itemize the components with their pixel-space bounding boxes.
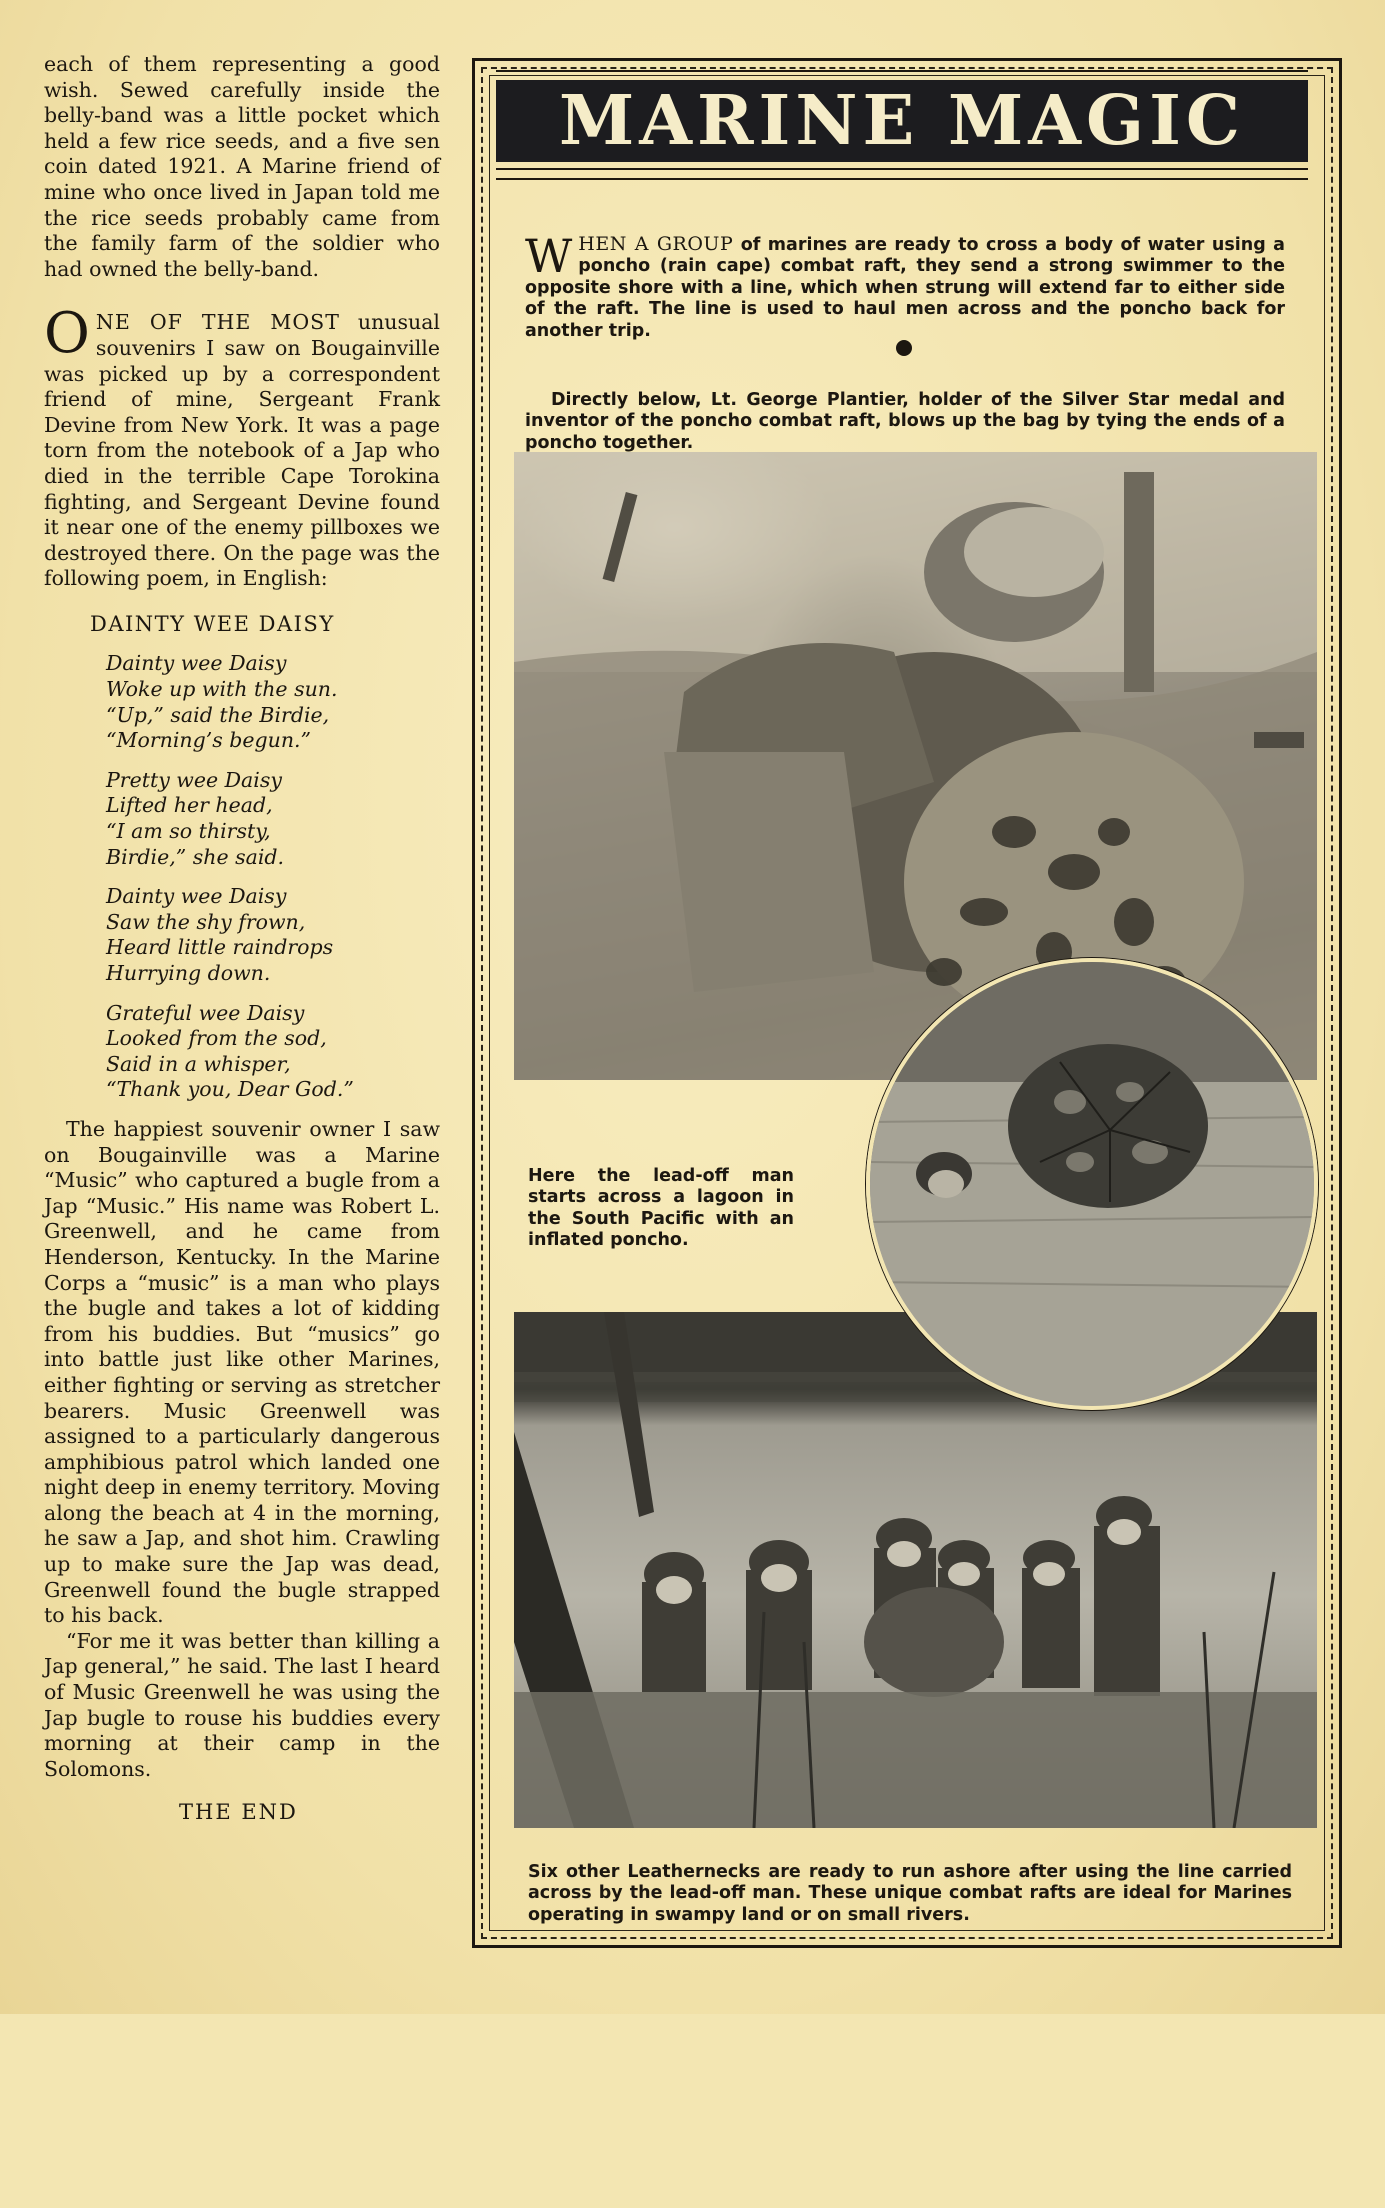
poem-stanza-4 — [106, 1001, 440, 1103]
poem-line: Dainty wee Daisy — [106, 884, 287, 909]
poem-stanza-3 — [106, 884, 440, 986]
paragraph-quote: “For me it was better than killing a Jap general,” he said. The last I heard of Music Greenwell he was using the Jap bugle to rouse his buddies every morning at their camp in the Solomons. — [44, 1628, 440, 1781]
poem-stanza-2 — [106, 768, 440, 870]
poem-line: Grateful wee Daisy — [106, 1000, 305, 1025]
poem-line: Dainty wee Daisy — [106, 651, 287, 676]
poem-line: Lifted her head, — [106, 793, 273, 818]
paragraph-souvenir — [44, 301, 440, 592]
title-overline — [496, 70, 1308, 78]
plantier-paragraph: Directly below, Lt. George Plantier, holder of the Silver Star medal and inventor of the poncho combat raft, blows up the bag by tying the ends of a poncho together. — [525, 389, 1285, 453]
poem-line: “Thank you, Dear God.” — [106, 1077, 354, 1102]
poem-stanza-1 — [106, 651, 440, 753]
poem-line: Said in a whisper, — [106, 1051, 291, 1076]
poem-line: Hurrying down. — [106, 961, 271, 985]
intro-text: of marines are ready to cross a body of water using a poncho (rain cape) combat raft, they send a strong swimmer to the opposite shore with a line, which when strung will extend far to either side of the raft. The line is used to haul men across and the poncho back for another trip. — [525, 234, 1285, 341]
photo-leathernecks — [514, 1312, 1317, 2208]
poem-line: Saw the shy frown, — [106, 909, 306, 934]
poem-line: Heard little raindrops — [106, 935, 334, 960]
photo-lagoon-circle — [866, 958, 1318, 1410]
souvenir-text: unusual souvenirs I saw on Bougainville was picked up by a correspondent friend of mine, Sergeant Frank Devine from New York. It was a page torn from the notebook of a Jap who died in the terrible Cape Torokina fighting, and Sergeant Devine found it near one of the enemy pillboxes we destroyed there. On the page was the following poem, in English: — [44, 310, 440, 591]
poem-title: DAINTY WEE DAISY — [90, 611, 335, 636]
the-end-label: THE END — [179, 1800, 298, 1825]
poem-line: “Morning’s begun.” — [106, 728, 312, 753]
intro-lead-in: HEN A GROUP — [578, 232, 734, 255]
poem-line: “Up,” said the Birdie, — [106, 702, 330, 727]
bullet-dot-icon — [896, 340, 912, 356]
title-banner — [496, 80, 1308, 162]
dropcap-w: W — [525, 228, 573, 283]
poem-line: Birdie,” she said. — [106, 844, 285, 869]
poem-line: Woke up with the sun. — [106, 677, 338, 702]
left-article-column — [44, 52, 440, 1826]
lead-in-text: NE OF THE MOST — [95, 310, 340, 335]
photo-lagoon-art — [870, 962, 1314, 1406]
paragraph-bugle: The happiest souvenir owner I saw on Bougainville was a Marine “Music” who captured a bugle from a Jap “Music.” His name was Robert L. Greenwell, and he came from Henderson, Kentucky. In the Marine Corps a “music” is a man who plays the bugle and takes a lot of kidding from his buddies. But “musics” go into battle just like other Marines, either fighting or serving as stretcher bearers. Music Greenwell was assigned to a particularly dangerous amphibious patrol which landed one night deep in enemy territory. Moving along the beach at 4 in the morning, he saw a Jap, and shot him. Crawling up to make sure the Jap was dead, Greenwell found the bugle strapped to his back. — [44, 1116, 440, 1628]
dropcap-o: O — [44, 301, 90, 367]
panel-title: MARINE MAGIC — [558, 81, 1246, 161]
title-underline — [496, 168, 1308, 180]
caption-leathernecks: Six other Leathernecks are ready to run ashore after using the line carried across by the lead-off man. These unique combat rafts are ideal for Marines operating in swampy land or on small rivers. — [528, 1861, 1292, 1925]
poem-line: Looked from the sod, — [106, 1026, 327, 1051]
paragraph-belly-band: each of them representing a good wish. Sewed carefully inside the belly-band was a little pocket which held a few rice seeds, and a five sen coin dated 1921. A Marine friend of mine who once lived in Japan told me the rice seeds probably came from the family farm of the soldier who had owned the belly-band. — [44, 52, 440, 281]
intro-paragraph — [525, 228, 1285, 343]
photo-leathernecks-art — [514, 1312, 1317, 1828]
poem-line: “I am so thirsty, — [106, 819, 271, 844]
poem-line: Pretty wee Daisy — [106, 767, 282, 792]
caption-lagoon: Here the lead-off man starts across a lagoon in the South Pacific with an inflated poncho. — [528, 1165, 794, 1250]
